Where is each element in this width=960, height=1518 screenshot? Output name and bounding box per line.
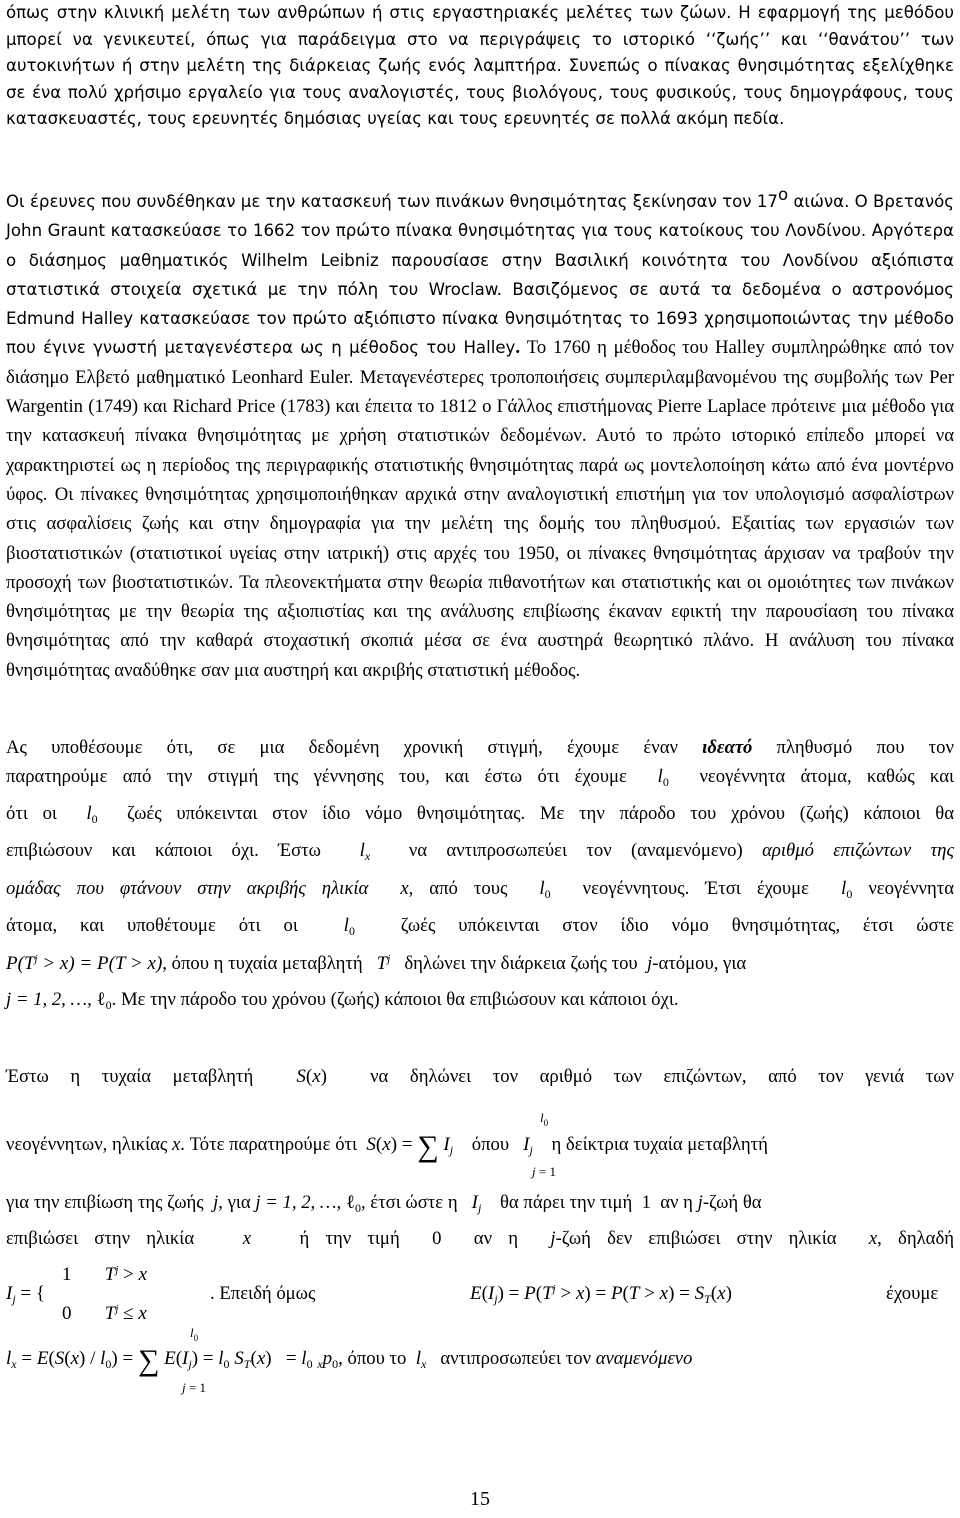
def-line-2: παρατηρούμε από την στιγμή της γέννησης του, και έστω ότι έχουμε $l_0$ νεογέννητα άτομα, καθώς και	[6, 766, 955, 789]
expectation-equation: $E(I_j) = P(T^j > x) = P(T > x) = S_T(x)$	[470, 1283, 732, 1306]
sum2-upper-limit: $l_0$	[190, 1325, 199, 1343]
def-line-6: άτομα, και υποθέτουμε ότι οι $l_0$ ζωές υπόκεινται στον ίδιο νόμο θνησιμότητας, έτσι ώστε	[6, 915, 955, 938]
def-line-3: ότι οι $l_0$ ζωές υπόκεινται στον ίδιο νόμο θνησιμότητας. Με την πάροδο του χρόνου (ζωής) κάποιοι θα	[6, 803, 955, 826]
surv-line-2: νεογέννητων, ηλικίας x. Τότε παρατηρούμε ότι S(x) = ∑ $I_j$ όπου $I_j$ η δείκτρια τυχαία μεταβλητή	[6, 1130, 768, 1163]
sum2-lower-limit: j = 1	[182, 1380, 206, 1395]
def-line-4: επιβιώσουν και κάποιοι όχι. Έστω $l_x$ να αντιπροσωπεύει τον (αναμενόμενο) αριθμό επιζώντων της	[6, 840, 955, 863]
def-line-5: ομάδας που φτάνουν στην ακριβής ηλικία x, από τους $l_0$ νεογέννητους. Έτσι έχουμε $l_0$ νεογέννητα	[6, 878, 955, 901]
def-line-1: Ας υποθέσουμε ότι, σε μια δεδομένη χρονική στιγμή, έχουμε έναν ιδεατό πληθυσμό που τον	[6, 737, 954, 758]
def-line-7: $P(T^j > x) = P(T > x)$, όπου η τυχαία μεταβλητή $T^j$ δηλώνει την διάρκεια ζωής του j-ατόμου, για	[6, 953, 747, 974]
prob-equation: $P(T^j > x) = P(T > x)$	[6, 953, 163, 974]
surv-line-4: επιβιώσει στην ηλικία x ή την τιμή 0 αν η j-ζωή δεν επιβιώσει στην ηλικία x, δηλαδή	[6, 1228, 955, 1249]
surv-line-5-end: έχουμε	[886, 1283, 939, 1304]
piecewise-lhs: $I_j$ = {	[6, 1283, 46, 1306]
sum-lower-limit: j = 1	[532, 1164, 556, 1179]
history-paragraph: Οι έρευνες που συνδέθηκαν με την κατασκευή των πινάκων θνησιμότητας ξεκίνησαν τον $17^o$ αιώνα. Ο Βρετανός John Graunt κατασκεύασε το 1662 τον πρώτο πίνακα θνησιμότητας για τους κατοίκους του Λονδίνου. Αργότερα ο διάσημος μαθηματικός Wilhelm Leibniz παρουσίασε στην Βασιλική κοινότητα του Λονδίνου αξιόπιστα στατιστικά στοιχεία σχετικά με την πόλη του Wroclaw. Βασιζόμενος σε αυτά τα δεδομένα ο αστρονόμος Edmund Halley κατασκεύασε τον πρώτο αξιόπιστο πίνακα θνησιμότητας το 1693 χρησιμοποιώντας την μέθοδο που έγινε γνωστή μεταγενέστερα ως η μέθοδος του Halley. Το 1760 η μέθοδος του Halley συμπληρώθηκε από τον διάσημο Ελβετό μαθηματικό Leonhard Euler. Μεταγενέστερες τροποποιήσεις συμπεριλαμβανομένου της συμβολής των Per Wargentin (1749) και Richard Price (1783) και έπειτα το 1812 ο Γάλλος επιστήμονας Pierre Laplace πρότεινε μια μέθοδο για την κατασκευή πίνακα θνησιμότητας με χρήση στατιστικών δεδομένων. Αυτό το πρώτο ιστορικό επίπεδο μπορεί να χαρακτηριστεί ως η περίοδος της περιγραφικής στατιστικής θνησιμότητας παρά ως μοντελοποίηση κάτω από ένα μοντέρνο ύφος. Οι πίνακες θνησιμότητας χρησιμοποιήθηκαν αρχικά στην αναλογιστική επιστήμη για τον υπολογισμό ασφαλίστρων στις ασφαλίσεις ζωής και στην δημογραφία για την μελέτη της δομής του πληθυσμού. Εξαιτίας των εργασιών των βιοστατιστικών (στατιστικοί υγείας στην ιατρική) στις αρχές του 1950, οι πίνακες θνησιμότητας άρχισαν να τραβούν την προσοχή των βιοστατιστικών. Τα πλεονεκτήματα στην θεωρία πιθανοτήτων και στατιστικής και οι ομοιότητες των πινάκων θνησιμότητας με την θεωρία της αξιοπιστίας και της ανάλυσης επιβίωσης έκαναν εφικτή την παρουσίαση του πίνακα θνησιμότητας από την καθαρά στοχαστική σκοπιά μέσα σε ένα αυστηρά θεωρητικό πλάνο. Η ανάλυση του πίνακα θνησιμότητας αναδύθηκε σαν μια αυστηρή και ακριβής στατιστική μέθοδος.	[6, 185, 954, 681]
sum-upper-limit: $l_0$	[540, 1110, 549, 1128]
page-number: 15	[470, 1488, 490, 1510]
piecewise-top: 1 $T^j > x$	[62, 1264, 148, 1285]
surv-line-6: $l_x = E(S(x) / l_0)$ = ∑ $E(I_j) = l_0$ $S_T(x) = l_0$ $_xp_0$, όπου το $l_x$ αντιπροσωπεύει τον αναμενόμενο	[6, 1344, 693, 1377]
piecewise-bottom: 0 $T^j \le x$	[62, 1303, 147, 1324]
history-paragraph-start: Οι έρευνες που συνδέθηκαν με την κατασκευή των πινάκων θνησιμότητας ξεκίνησαν τον 17	[6, 192, 778, 211]
surv-line-3: για την επιβίωση της ζωής j, για j = 1, 2, …, ℓ$_0$, έτσι ώστε η $I_j$ θα πάρει την τιμή 1 αν η j-ζωή θα	[6, 1192, 762, 1215]
history-paragraph-cont: αιώνα. Ο Βρετανός John Graunt κατασκεύασε το 1662 τον πρώτο πίνακα θνησιμότητας για τους κατοίκους του Λονδίνου. Αργότερα ο διάσημος μαθηματικός Wilhelm Leibniz παρουσίασε στην Βασιλική κοινότητα του Λονδίνου αξιόπιστα στατιστικά στοιχεία σχετικά με την πόλη του Wroclaw. Βασιζόμενος σε αυτά τα δεδομένα ο αστρονόμος Edmund Halley κατασκεύασε τον πρώτο αξιόπιστο πίνακα θνησιμότητας το 1693 χρησιμοποιώντας την μέθοδο που έγινε γνωστή μεταγενέστερα ως η μέθοδος του Halley	[6, 192, 954, 358]
surv-line-1: Έστω η τυχαία μεταβλητή S(x) να δηλώνει τον αριθμό των επιζώντων, από τον γενιά των	[6, 1066, 954, 1087]
def-line-8: j = 1, 2, …, ℓ$_0$. Με την πάροδο του χρόνου (ζωής) κάποιοι θα επιβιώσουν και κάποιοι όχι.	[6, 989, 679, 1012]
intro-paragraph: όπως στην κλινική μελέτη των ανθρώπων ή στις εργαστηριακές μελέτες των ζώων. Η εφαρμογή της μεθόδου μπορεί να γενικευτεί, όπως για παράδειγμα στο να περιγράψεις το ιστορικό ‘‘ζωής’’ και ‘‘θανάτου’’ των αυτοκινήτων ή στην μελέτη της διάρκειας ζωής ενός λαμπτήρα. Συνεπώς ο πίνακας θνησιμότητας εξελίχθηκε σε ένα πολύ χρήσιμο εργαλείο για τους αναλογιστές, τους βιολόγους, τους φυσικούς, τους δημογράφους, τους κατασκευαστές, τους ερευνητές δημόσιας υγείας και τους ερευνητές σε πολλά ακόμη πεδία.	[6, 3, 954, 128]
surv-line-5-text: . Επειδή όμως	[210, 1283, 316, 1304]
